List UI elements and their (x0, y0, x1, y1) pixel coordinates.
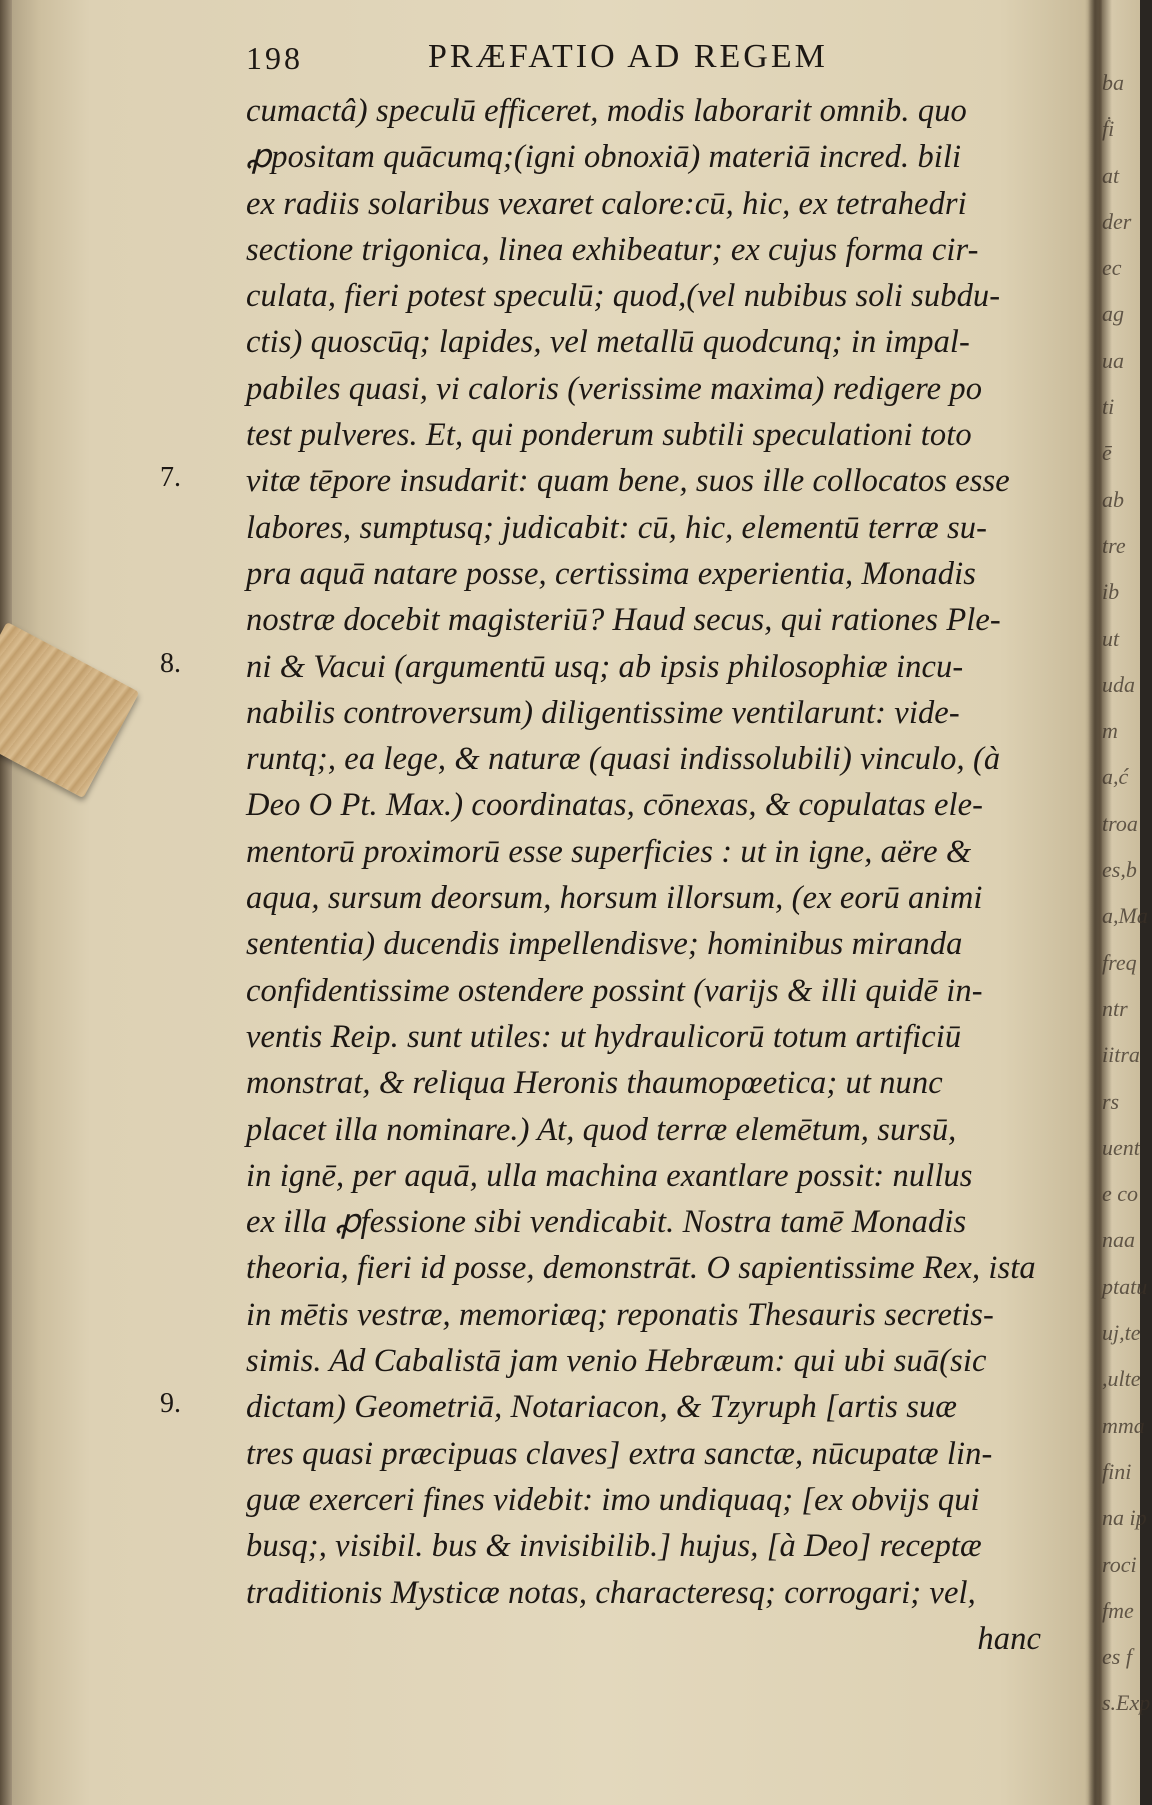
text-line: test pulveres. Et, qui ponderum subtili speculationi toto (246, 417, 972, 454)
facing-page-fragment: mma (1102, 1412, 1145, 1438)
text-line: confidentissime ostendere possint (varijs & illi quidē in- (246, 972, 983, 1009)
text-line: labores, sumptusq; judicabit: cū, hic, elementū terræ su- (246, 509, 988, 546)
text-line: busq;, visibil. bus & invisibilib.] hujus, [à Deo] receptæ (246, 1528, 982, 1565)
facing-page-fragment: ib (1102, 579, 1120, 605)
text-line: theoria, fieri id posse, demonstrāt. O sapientissime Rex, ista (246, 1250, 1036, 1287)
text-line: ctis) quoscūq; lapides, vel metallū quodcunq; in impal- (246, 324, 970, 361)
margin-number: 8. (160, 647, 181, 679)
facing-page-fragment: m (1102, 718, 1118, 744)
facing-page-fragment: uent (1102, 1134, 1140, 1160)
facing-page-fragment: naa (1102, 1227, 1135, 1253)
text-line: ni & Vacui (argumentū usq; ab ipsis philosophiæ incu- (246, 648, 964, 685)
facing-page-fragment: uj,te (1102, 1320, 1141, 1346)
text-line: guæ exerceri fines videbit: imo undiquaq; [ex obvijs qui (246, 1481, 980, 1518)
facing-page-fragment: ptatu (1102, 1273, 1148, 1299)
facing-page-fragment: iitra (1102, 1042, 1140, 1068)
running-title: PRÆFATIO AD REGEM (428, 38, 828, 75)
text-line: hanc (977, 1620, 1041, 1657)
text-line: placet illa nominare.) At, quod terræ elemētum, sursū, (246, 1111, 957, 1148)
facing-page-fragment: e co (1102, 1181, 1139, 1207)
facing-page-fragment: tre (1102, 532, 1126, 558)
facing-page-fragment: es,b (1102, 857, 1137, 883)
text-line: nabilis controversum) diligentissime ventilarunt: vide- (246, 694, 960, 731)
facing-page-fragment: freq (1102, 949, 1137, 975)
facing-page-fragment: roci (1102, 1551, 1137, 1577)
facing-page-fragment: es f (1102, 1644, 1132, 1670)
facing-page-fragment: fini (1102, 1458, 1132, 1484)
facing-page-fragment: der (1102, 208, 1132, 234)
text-line: culata, fieri potest speculū; quod,(vel nubibus soli subdu- (246, 278, 1001, 315)
text-line: traditionis Mysticæ notas, characteresq; corrogari; vel, (246, 1574, 976, 1611)
text-line: ventis Reip. sunt utiles: ut hydraulicorū totum artificiū (246, 1018, 962, 1055)
facing-page-fragment: ua (1102, 347, 1124, 373)
spine-shadow (1088, 0, 1102, 1805)
text-line: sententia) ducendis impellendisve; hominibus miranda (246, 926, 963, 963)
facing-page-fragment: rs (1102, 1088, 1120, 1114)
facing-page-fragment: ē (1102, 440, 1112, 466)
text-line: sectione trigonica, linea exhibeatur; ex cujus forma cir- (246, 231, 979, 268)
page-number: 198 (246, 40, 303, 76)
text-line: ex illa ꝓfessione sibi vendicabit. Nostra tamē Monadis (246, 1204, 967, 1241)
margin-number: 9. (160, 1388, 181, 1420)
text-line: runtq;, ea lege, & naturæ (quasi indissolubili) vinculo, (à (246, 741, 1001, 778)
facing-page-edge (1102, 60, 1152, 1760)
facing-page-fragment: ti (1102, 394, 1115, 420)
facing-page-fragment: uda (1102, 671, 1135, 697)
text-line: dictam) Geometriā, Notariacon, & Tzyruph [artis suæ (246, 1389, 958, 1426)
facing-page-fragment: s.Exp (1102, 1690, 1151, 1716)
body-text (246, 88, 1046, 1662)
text-line: ꝓpositam quācumq;(igni obnoxiā) materiā incred. bili (246, 139, 962, 176)
facing-page-fragment: ,ulte (1102, 1366, 1141, 1392)
text-line: monstrat, & reliqua Heronis thaumopœetica; ut nunc (246, 1065, 943, 1102)
facing-page-fragment: ag (1102, 301, 1124, 327)
facing-page-fragment: at (1102, 162, 1120, 188)
text-line: Deo O Pt. Max.) coordinatas, cōnexas, & copulatas ele- (246, 787, 984, 824)
facing-page-fragment: troa (1102, 810, 1138, 836)
text-line: tres quasi præcipuas claves] extra sanctæ, nūcupatæ lin- (246, 1435, 993, 1472)
text-line: in ignē, per aquā, ulla machina exantlare possit: nullus (246, 1157, 973, 1194)
text-line: vitæ tēpore insudarit: quam bene, suos ille collocatos esse (246, 463, 1010, 500)
wooden-bookmark (0, 622, 139, 798)
text-line: pra aquā natare posse, certissima experientia, Monadis (246, 555, 976, 592)
facing-page-fragment: ec (1102, 255, 1122, 281)
facing-page-fragment: ntr (1102, 995, 1128, 1021)
facing-page-fragment: ab (1102, 486, 1124, 512)
text-line: mentorū proximorū esse superficies : ut in igne, aëre & (246, 833, 972, 870)
facing-page-fragment: na ip (1102, 1505, 1147, 1531)
facing-page-fragment: ḟi (1102, 116, 1115, 142)
facing-page-fragment: a,ć (1102, 764, 1129, 790)
text-line: nostræ docebit magisteriū? Haud secus, qui rationes Ple- (246, 602, 1001, 639)
facing-page-fragment: fme (1102, 1597, 1134, 1623)
facing-page-fragment: ba (1102, 70, 1124, 95)
facing-page-fragment: ut (1102, 625, 1120, 651)
text-line: pabiles quasi, vi caloris (verissime maxima) redigere po (246, 370, 983, 407)
text-line: ex radiis solaribus vexaret calore:cū, hic, ex tetrahedri (246, 185, 967, 222)
margin-number: 7. (160, 462, 181, 494)
text-line: cumactâ) speculū efficeret, modis laborarit omnib. quo (246, 93, 967, 129)
text-line: in mētis vestræ, memoriæq; reponatis Thesauris secretis- (246, 1296, 994, 1333)
text-line: simis. Ad Cabalistā jam venio Hebræum: qui ubi suā(sic (246, 1343, 987, 1380)
text-line: aqua, sursum deorsum, horsum illorsum, (ex eorū animi (246, 880, 983, 917)
page-header (246, 36, 1046, 80)
page-left-edge (0, 0, 12, 1805)
facing-page-fragment: a,Ma (1102, 903, 1148, 929)
